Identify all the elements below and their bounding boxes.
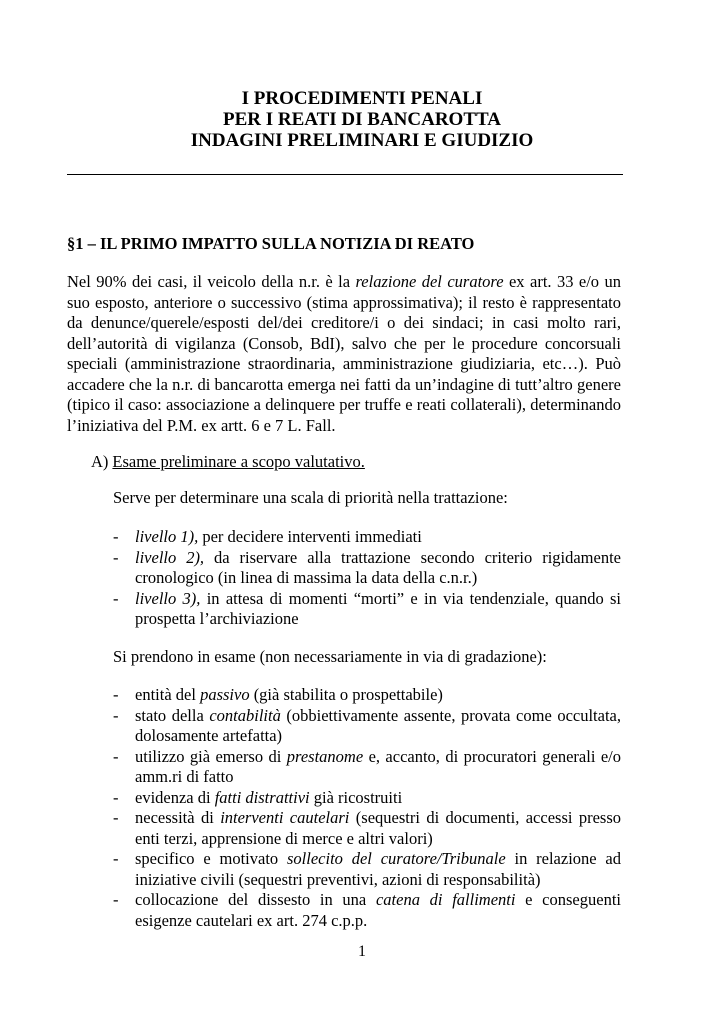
level-label: livello 2), [135,547,205,567]
criterion-post: (già stabilita o prospettabile) [249,685,443,704]
dash-bullet: - [113,588,119,608]
intro-italic: relazione del curatore [355,272,504,291]
list-item [113,706,621,747]
criterion-italic: prestanome [286,746,364,766]
list-item [113,788,621,809]
criterion-post: e conseguenti esigenze cautelari ex art. 274 c.p.p. [135,890,621,930]
dash-bullet: - [113,746,119,766]
title-line-2: PER I REATI DI BANCAROTTA [223,109,501,130]
criterion-pre: necessità di [135,808,221,827]
list-item [113,589,621,630]
criterion-post: e, accanto, di procuratori generali e/o amm.ri di fatto [135,746,621,786]
intro-text-a: Nel 90% dei casi, il veicolo della n.r. è la [67,272,356,291]
level-text: in attesa di momenti “morti” e in via tendenziale, quando si prospetta l’archiviazione [135,588,621,628]
page-number: 1 [358,943,366,960]
criterion-pre: evidenza di [135,787,215,807]
list-item [113,890,621,931]
priority-intro: Serve per determinare una scala di priorità nella trattazione: [113,488,508,507]
criterion-italic: fatti distrattivi [214,787,310,807]
title-line-3: INDAGINI PRELIMINARI E GIUDIZIO [190,130,534,151]
criterion-pre: entità del [135,685,201,704]
dash-bullet: - [113,849,119,868]
title-divider [67,174,623,175]
priority-levels-list [113,527,621,630]
criterion-italic: contabilità [209,705,281,725]
section-heading: §1 – IL PRIMO IMPATTO SULLA NOTIZIA DI REATO [67,234,475,253]
subsection-label: A) [91,452,109,471]
criterion-post: già ricostruiti [309,787,403,807]
dash-bullet: - [113,705,119,725]
criterion-post: (sequestri di documenti, accessi presso enti terzi, apprensione di merce e altri valori) [135,808,621,848]
criterion-italic: sollecito del curatore/Tribunale [287,849,506,868]
intro-text-b: ex art. 33 e/o un suo esposto, anteriore o successivo (stima approssimativa); il resto è rappresentato da denunce/querele/esposti del/dei creditore/i o dei sindaci; in casi molto rari, dell’autorità di vigilanza (Consob, BdI), salvo che per le procedure concorsuali speciali (amministrazione straordinaria, amministrazione giudiziaria, etc…). Può accadere che la n.r. di bancarotta emerga nei fatti da un’indagine di tutt’altro genere (tipico il caso: associazione a delinquere per truffe e reati collaterali), determinando l’iniziativa del P.M. ex artt. 6 e 7 L. Fall. [67,272,621,435]
criterion-post: in relazione ad iniziative civili (sequestri preventivi, azioni di responsabilità) [135,849,621,889]
list-item [113,808,621,849]
criterion-post: (obbiettivamente assente, provata come occultata, dolosamente artefatta) [135,705,621,745]
dash-bullet: - [113,808,119,827]
dash-bullet: - [113,890,119,909]
subsection-a [91,452,365,473]
list-item [113,548,621,589]
criterion-pre: specifico e motivato [135,849,287,868]
list-item [113,685,621,706]
level-text: per decidere interventi immediati [198,527,422,546]
criterion-pre: collocazione del dissesto in una [135,890,376,909]
level-text: da riservare alla trattazione secondo criterio rigidamente cronologico (in linea di massima la data della c.n.r.) [135,547,621,587]
subsection-title: Esame preliminare a scopo valutativo. [112,452,365,471]
dash-bullet: - [113,787,119,807]
criterion-italic: passivo [200,685,250,704]
exam-intro: Si prendono in esame (non necessariamente in via di gradazione): [113,647,547,666]
dash-bullet: - [113,547,119,567]
dash-bullet: - [113,527,119,546]
dash-bullet: - [113,685,119,704]
level-label: livello 1), [135,527,199,546]
level-label: livello 3), [135,588,201,608]
intro-paragraph [67,272,621,436]
document-title [0,88,724,151]
list-item [113,747,621,788]
criterion-italic: catena di fallimenti [375,890,516,909]
criterion-italic: interventi cautelari [220,808,350,827]
title-line-1: I PROCEDIMENTI PENALI [241,88,483,109]
criterion-pre: stato della [135,705,210,725]
criterion-pre: utilizzo già emerso di [135,746,287,766]
list-item [113,527,621,548]
list-item [113,849,621,890]
criteria-list [113,685,621,931]
